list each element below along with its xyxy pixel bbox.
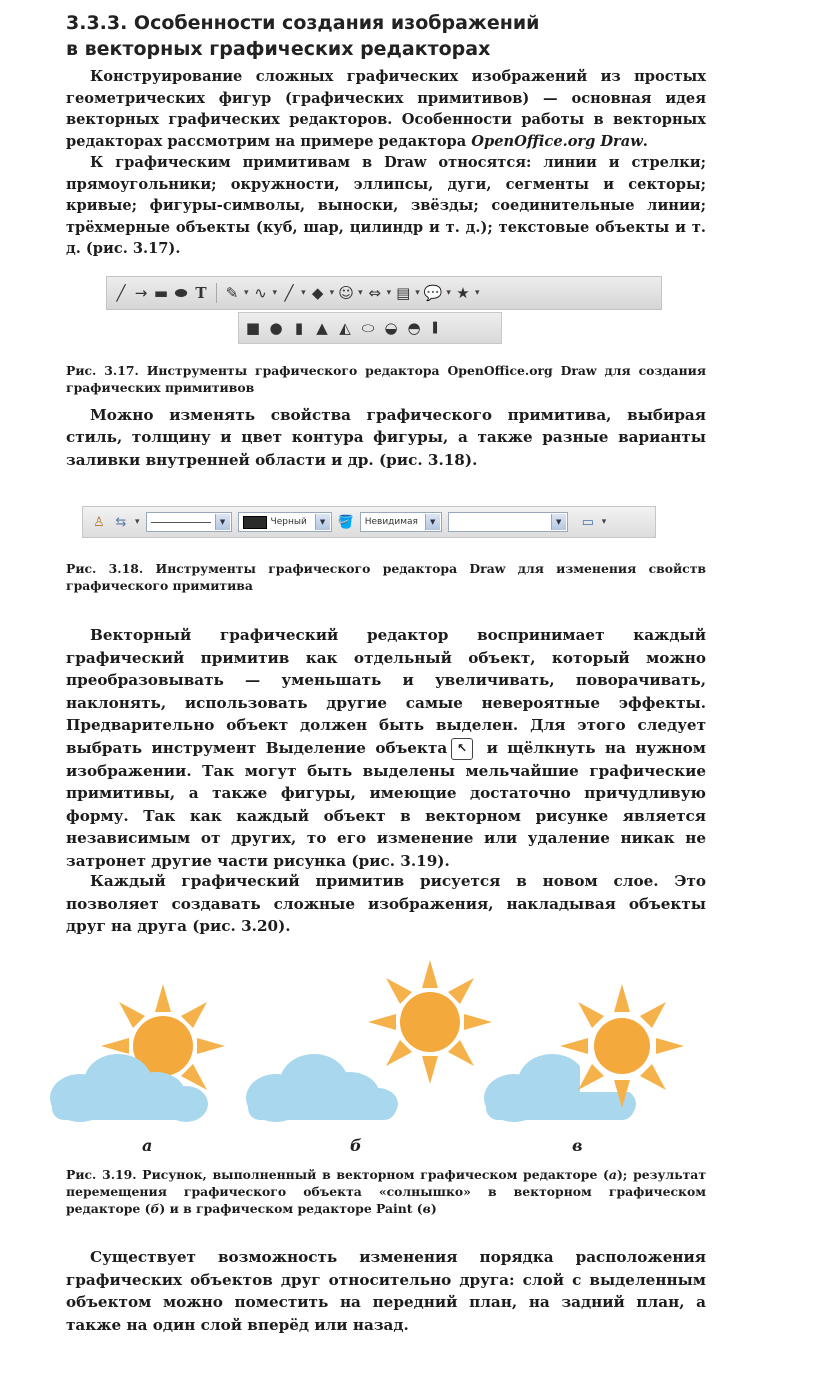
rectangle-tool-icon[interactable]: ▬ [153, 284, 169, 302]
order-paragraph [66, 1246, 706, 1336]
fig317-number: Рис. 3.17. [66, 363, 139, 378]
intro-p2-text: К графическим примитивам в Draw относятся: линии и стрелки; прямоугольники; окружности, эллипсы, дуги, сегменты и секторы; кривые; фигуры-символы, выноски, звёзды; соединительные линии; трёхмерные объекты (куб, шар, цилиндр и т. д.); текстовые объекты и т. д. (рис. 3.17). [66, 154, 706, 258]
line-tool-icon[interactable]: ╱ [116, 284, 126, 302]
fig319-text-b: ); результат перемещения графического объекта «солнышко» в векторном графическом редакторе ( [66, 1167, 706, 1216]
curve-tool-icon[interactable]: ✎ [225, 284, 239, 302]
arrow-style-dropdown-icon[interactable]: ▾ [135, 517, 140, 527]
connector-dropdown-icon[interactable]: ▾ [272, 288, 278, 298]
basic-shapes-dropdown-icon[interactable]: ▾ [329, 288, 335, 298]
callout-dropdown-icon[interactable]: ▾ [446, 288, 451, 298]
connector-tool-icon[interactable]: ∿ [254, 284, 267, 302]
layers-text: Каждый графический примитив рисуется в новом слое. Это позволяет создавать сложные изображения, накладывая объекты друг на друга (рис. 3.20). [66, 872, 706, 935]
chevron-down-icon[interactable]: ▼ [315, 514, 330, 530]
chevron-down-icon[interactable]: ▼ [425, 514, 440, 530]
callout-tool-icon[interactable]: 💬 [423, 284, 443, 302]
toolbar-grip-icon[interactable]: ▌ [433, 322, 441, 334]
area-style-value: Невидимая [364, 517, 418, 527]
text-tool-icon[interactable]: T [195, 284, 207, 302]
fig318-text: Инструменты графического редактора Draw для изменения свойств графического примитива [66, 561, 707, 593]
flowchart-dropdown-icon[interactable]: ▾ [415, 288, 420, 298]
fig319-text-c: ) и в графическом редакторе Paint ( [159, 1201, 423, 1216]
symbol-shapes-tool-icon[interactable]: ☺ [338, 284, 354, 302]
stars-dropdown-icon[interactable]: ▾ [474, 288, 480, 298]
chevron-down-icon[interactable]: ▼ [551, 514, 566, 530]
cloud-b [246, 1054, 398, 1122]
stars-tool-icon[interactable]: ★ [456, 284, 470, 302]
selection-cursor-icon: ↖ [451, 738, 473, 760]
fig319-text-d: ) [430, 1201, 437, 1216]
symbol-shapes-dropdown-icon[interactable]: ▾ [358, 288, 363, 298]
fig319-ref-c: в [422, 1201, 431, 1216]
figure-label-a: а [142, 1136, 153, 1155]
figure-label-c: в [572, 1136, 583, 1155]
lines-dropdown-icon[interactable]: ▾ [301, 288, 306, 298]
block-arrows-dropdown-icon[interactable]: ▾ [386, 288, 392, 298]
fig319-text-a: Рисунок, выполненный в векторном графическом редакторе ( [142, 1167, 609, 1182]
fig319-ref-a: а [608, 1167, 617, 1182]
fig319-number: Рис. 3.19. [66, 1167, 137, 1182]
sun-b [368, 960, 492, 1084]
vector-text-end: и щёлкнуть на нужном изображении. Так могут быть выделены мельчайшие графические примитивы, а также фигуры, имеющие достаточно причудливую форму. Так как каждый объект в векторном рисунке является независимым от других, то его изменение или удаление никак не затронет другие части рисунка (рис. 3.19). [66, 738, 706, 870]
block-arrows-tool-icon[interactable]: ⇔ [368, 284, 381, 302]
figure-label-b: б [350, 1136, 362, 1155]
half-sphere-tool-icon[interactable]: ◓ [407, 319, 421, 337]
cone-tool-icon[interactable]: ▲ [316, 319, 328, 337]
sun-c [560, 984, 684, 1108]
cylinder-tool-icon[interactable]: ▮ [294, 319, 304, 337]
order-text: Существует возможность изменения порядка расположения графических объектов друг относительно друга: слой с выделенным объектом можно поместить на передний план, на задний план, а также на один слой вперёд или назад. [66, 1248, 706, 1334]
fig318-number: Рис. 3.18. [66, 561, 144, 576]
fig319-ref-b: б [150, 1201, 160, 1216]
style-icon[interactable]: ♙ [93, 514, 105, 530]
toolbar-overflow-icon[interactable]: ▾ [601, 517, 607, 527]
cube-tool-icon[interactable]: ■ [245, 319, 261, 337]
shadow-icon[interactable]: ▭ [581, 514, 594, 530]
fig317-text: Инструменты графического редактора OpenOffice.org Draw для создания графических примитивов [66, 363, 706, 395]
basic-shapes-tool-icon[interactable]: ◆ [311, 284, 324, 302]
intro-p1-italic: OpenOffice.org Draw [471, 132, 643, 150]
lines-arrows-tool-icon[interactable]: ╱ [284, 284, 294, 302]
ellipse-tool-icon[interactable]: ⬬ [174, 284, 188, 302]
arrow-line-tool-icon[interactable]: → [134, 284, 148, 302]
chevron-down-icon[interactable]: ▼ [215, 514, 230, 530]
heading-line-2: в векторных графических редакторах [66, 38, 491, 60]
selection-tool-name: Выделение объекта [265, 738, 448, 757]
intro-p1-start: Конструирование сложных графических изображений из простых геометрических фигур (графических примитивов) — основная идея векторных графических редакторов. Особенности работы в векторных редакторах рассмотрим на примере редактора [66, 68, 706, 150]
sphere-tool-icon[interactable]: ● [269, 319, 283, 337]
intro-p1-end: . [642, 132, 648, 150]
torus-tool-icon[interactable]: ⬭ [361, 319, 375, 337]
line-color-value: Черный [270, 517, 307, 527]
figure-3-19-caption [66, 1166, 706, 1217]
arrow-style-icon[interactable]: ⇆ [115, 514, 127, 530]
area-fill-bucket-icon[interactable]: 🪣 [337, 514, 354, 530]
vector-text-start: Векторный графический редактор воспринимает каждый графический примитив как отдельный объект, который можно преобразовывать — уменьшать и увеличивать, поворачивать, наклонять, использовать другие самые невероятные эффекты. Предварительно объект должен быть выделен. Для этого следует выбрать инструмент [66, 626, 706, 757]
curve-dropdown-icon[interactable]: ▾ [244, 288, 249, 298]
flowchart-tool-icon[interactable]: ▤ [396, 284, 411, 302]
properties-text: Можно изменять свойства графического примитива, выбирая стиль, толщину и цвет контура фигуры, а также разные варианты заливки внутренней области и др. (рис. 3.18). [66, 406, 706, 469]
pyramid-tool-icon[interactable]: ◭ [339, 319, 351, 337]
heading-line-1: 3.3.3. Особенности создания изображений [66, 12, 540, 34]
shell-tool-icon[interactable]: ◒ [384, 319, 398, 337]
